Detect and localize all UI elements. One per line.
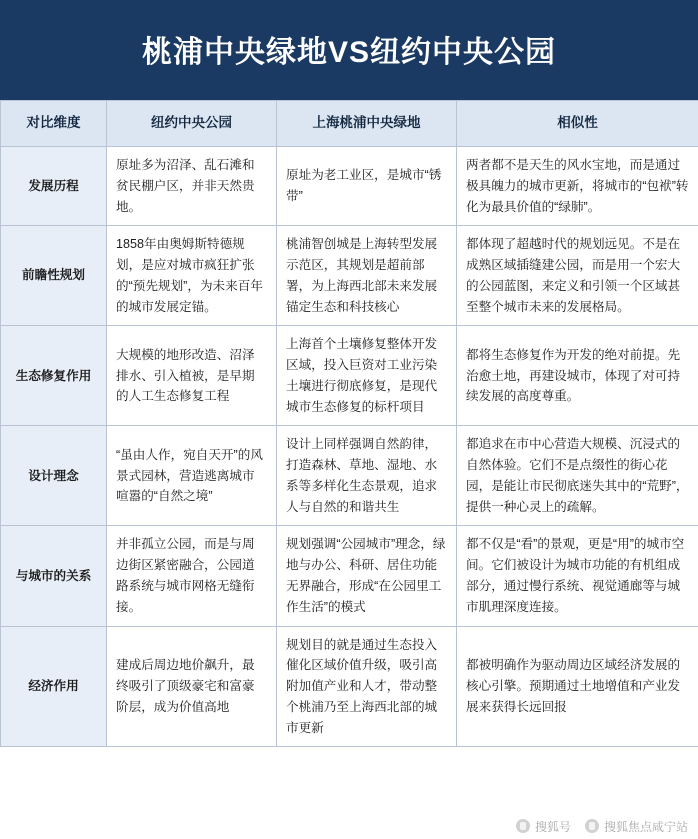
cell-newyork: 1858年由奥姆斯特德规划，是应对城市疯狂扩张的“预先规划”，为未来百年的城市发展定锚。 <box>107 226 277 326</box>
column-header-shanghai: 上海桃浦中央绿地 <box>277 101 457 147</box>
page-title: 桃浦中央绿地VS纽约中央公园 <box>141 36 557 69</box>
cell-shanghai: 设计上同样强调自然韵律，打造森林、草地、湿地、水系等多样化生态景观，追求人与自然的和谐共生 <box>277 426 457 526</box>
cell-newyork: 并非孤立公园，而是与周边街区紧密融合，公园道路系统与城市网格无缝衔接。 <box>107 526 277 626</box>
table-row <box>1 226 698 326</box>
comparison-table <box>0 100 698 747</box>
watermark-bar <box>0 813 698 839</box>
cell-similarity: 都被明确作为驱动周边区域经济发展的核心引擎。预期通过土地增值和产业发展来获得长远回报 <box>457 626 698 747</box>
sohu-logo-icon <box>516 819 530 833</box>
table-row <box>1 326 698 426</box>
cell-similarity: 都体现了超越时代的规划远见。不是在成熟区域插缝建公园，而是用一个宏大的公园蓝图，来定义和引领一个区域甚至整个城市未来的发展格局。 <box>457 226 698 326</box>
cell-similarity: 都不仅是“看”的景观，更是“用”的城市空间。它们被设计为城市功能的有机组成部分，通过慢行系统、视觉通廊等与城市肌理深度连接。 <box>457 526 698 626</box>
cell-shanghai: 上海首个土壤修复整体开发区域，投入巨资对工业污染土壤进行彻底修复，是现代城市生态修复的标杆项目 <box>277 326 457 426</box>
watermark-sohu-account <box>516 818 571 835</box>
watermark-right-label: 搜狐焦点咸宁站 <box>603 819 688 834</box>
table-row <box>1 626 698 747</box>
table-body <box>1 147 698 747</box>
table-header <box>1 101 698 147</box>
watermark-left-label: 搜狐号 <box>534 819 571 834</box>
cell-newyork: “虽由人作，宛自天开”的风景式园林，营造逃离城市喧嚣的“自然之境” <box>107 426 277 526</box>
cell-similarity: 都将生态修复作为开发的绝对前提。先治愈土地，再建设城市，体现了对可持续发展的高度尊重。 <box>457 326 698 426</box>
row-dimension-label: 与城市的关系 <box>1 526 107 626</box>
sohu-focus-logo-icon <box>585 819 599 833</box>
row-dimension-label: 设计理念 <box>1 426 107 526</box>
cell-shanghai: 规划强调“公园城市”理念，绿地与办公、科研、居住功能无界融合，形成“在公园里工作生活”的模式 <box>277 526 457 626</box>
cell-shanghai: 原址为老工业区，是城市“锈带” <box>277 147 457 226</box>
cell-newyork: 建成后周边地价飙升，最终吸引了顶级豪宅和富豪阶层，成为价值高地 <box>107 626 277 747</box>
title-banner <box>0 0 698 100</box>
row-dimension-label: 经济作用 <box>1 626 107 747</box>
cell-newyork: 原址多为沼泽、乱石滩和贫民棚户区，并非天然贵地。 <box>107 147 277 226</box>
cell-shanghai: 规划目的就是通过生态投入催化区域价值升级，吸引高附加值产业和人才，带动整个桃浦乃至上海西北部的城市更新 <box>277 626 457 747</box>
column-header-similarity: 相似性 <box>457 101 698 147</box>
cell-newyork: 大规模的地形改造、沼泽排水、引入植被，是早期的人工生态修复工程 <box>107 326 277 426</box>
row-dimension-label: 发展历程 <box>1 147 107 226</box>
table-row <box>1 526 698 626</box>
cell-similarity: 都追求在市中心营造大规模、沉浸式的自然体验。它们不是点缀性的街心花园，是能让市民彻底迷失其中的“荒野”，提供一种心灵上的疏解。 <box>457 426 698 526</box>
table-header-row <box>1 101 698 147</box>
row-dimension-label: 前瞻性规划 <box>1 226 107 326</box>
table-row <box>1 426 698 526</box>
watermark-sohu-focus <box>585 818 688 835</box>
column-header-dimension: 对比维度 <box>1 101 107 147</box>
column-header-newyork: 纽约中央公园 <box>107 101 277 147</box>
cell-similarity: 两者都不是天生的风水宝地，而是通过极具魄力的城市更新，将城市的“包袱”转化为最具价值的“绿肺”。 <box>457 147 698 226</box>
cell-shanghai: 桃浦智创城是上海转型发展示范区，其规划是超前部署，为上海西北部未来发展锚定生态和科技核心 <box>277 226 457 326</box>
row-dimension-label: 生态修复作用 <box>1 326 107 426</box>
table-row <box>1 147 698 226</box>
